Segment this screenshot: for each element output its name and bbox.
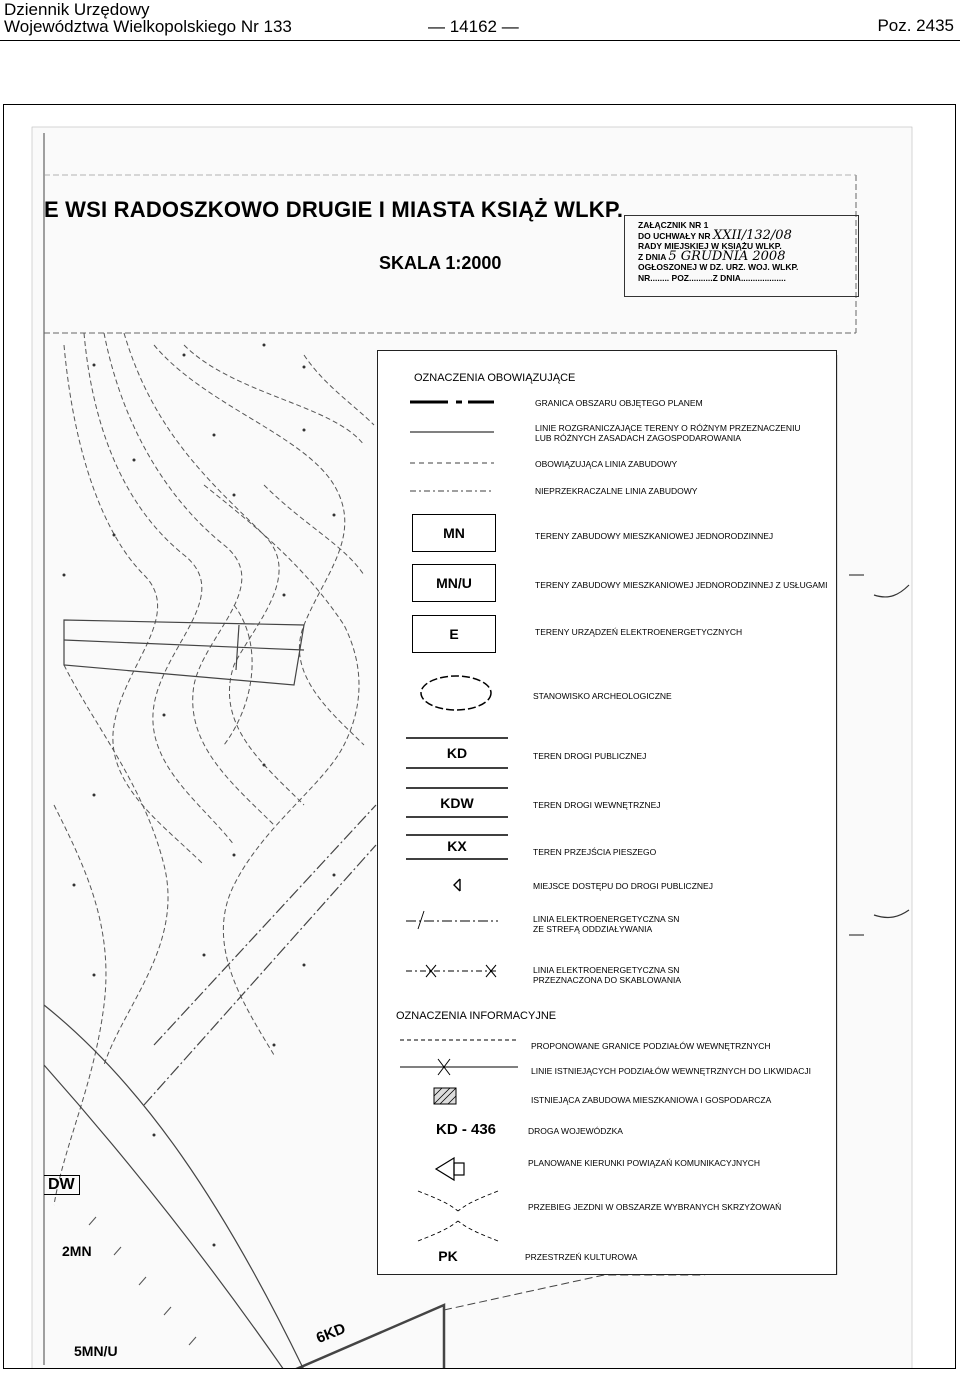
attachment-resolution-prefix: DO UCHWAŁY NR [638, 230, 711, 241]
page-number: — 14162 — [428, 17, 519, 36]
legend-binding-header: OZNACZENIA OBOWIĄZUJĄCE [414, 372, 576, 384]
attachment-date-handwritten: 5 GRUDNIA 2008 [668, 248, 786, 264]
attachment-stamp [624, 215, 859, 297]
map-frame [3, 104, 956, 1369]
legend-code-mnu: MN/U [412, 564, 496, 602]
legend-road-course: PRZEBIEG JEZDNI W OBSZARZE WYBRANYCH SKRZYŻOWAŃ [528, 1202, 782, 1212]
legend-kdw-label: TEREN DROGI WEWNĘTRZNEJ [533, 800, 661, 810]
legend-non-exceedable-building-line: NIEPRZEKRACZALNE LINIA ZABUDOWY [535, 486, 698, 496]
legend-mnu-label: TERENY ZABUDOWY MIESZKANIOWEJ JEDNORODZINNEJ Z USŁUGAMI [535, 580, 828, 590]
legend-dividing-line-2: LUB RÓŻNYCH ZASADACH ZAGOSPODAROWANIA [535, 433, 742, 443]
legend-kd-label: TEREN DROGI PUBLICZNEJ [533, 751, 647, 761]
legend-boundary: GRANICA OBSZARU OBJĘTEGO PLANEM [535, 398, 703, 408]
legend-code-e: E [412, 615, 496, 653]
journal-subtitle: Województwa Wielkopolskiego Nr 133 [4, 17, 292, 36]
legend-proposed-division: PROPONOWANE GRANICE PODZIAŁÓW WEWNĘTRZNYCH [531, 1041, 771, 1051]
map-label-dw: DW [44, 1175, 80, 1195]
legend-code-kd436: KD - 436 [435, 1121, 497, 1138]
attachment-line2 [638, 227, 858, 243]
legend-power-line-sn-1: LINIA ELEKTROENERGETYCZNA SN [533, 914, 680, 924]
legend-existing-division: LINIE ISTNIEJĄCYCH PODZIAŁÓW WEWNĘTRZNYCH DO LIKWIDACJI [531, 1066, 812, 1076]
legend-code-pk: PK [438, 1248, 458, 1264]
legend-planned-links: PLANOWANE KIERUNKI POWIĄZAŃ KOMUNIKACYJNYCH [528, 1158, 761, 1168]
legend-power-line-sn-2: ZE STREFĄ ODDZIAŁYWANIA [533, 924, 653, 934]
legend-existing-buildings: ISTNIEJĄCA ZABUDOWA MIESZKANIOWA I GOSPODARCZA [531, 1095, 772, 1105]
attachment-line5: OGŁOSZONEJ W DZ. URZ. WOJ. WLKP. [638, 262, 799, 273]
legend-panel [377, 350, 837, 1275]
legend-power-line-cable-2: PRZEZNACZONA DO SKABLOWANIA [533, 975, 681, 985]
attachment-date-prefix: Z DNIA [638, 251, 667, 262]
attachment-line6: NR........ POZ..........Z DNIA................... [638, 272, 786, 283]
map-label-2mn: 2MN [62, 1243, 92, 1259]
legend-mn-label: TERENY ZABUDOWY MIESZKANIOWEJ JEDNORODZINNEJ [535, 531, 774, 541]
attachment-line1: ZAŁĄCZNIK NR 1 [638, 220, 709, 230]
legend-info-header: OZNACZENIA INFORMACYJNE [396, 1010, 557, 1022]
legend-kd436-label: DROGA WOJEWÓDZKA [528, 1126, 623, 1136]
legend-code-mn: MN [412, 514, 496, 552]
legend-mandatory-building-line: OBOWIĄZUJĄCA LINIA ZABUDOWY [535, 459, 678, 469]
attachment-resolution-handwritten: XXII/132/08 [712, 227, 792, 243]
position-number: Poz. 2435 [877, 16, 954, 35]
map-title: E WSI RADOSZKOWO DRUGIE I MIASTA KSIĄŻ WLKP. [44, 197, 624, 222]
map-label-6kd: 6KD [313, 1319, 349, 1348]
legend-access-point: MIEJSCE DOSTĘPU DO DROGI PUBLICZNEJ [533, 881, 713, 891]
legend-pk-label: PRZESTRZEŃ KULTUROWA [525, 1252, 638, 1262]
journal-title: Dziennik Urzędowy [4, 0, 150, 19]
legend-archaeological-site: STANOWISKO ARCHEOLOGICZNE [533, 691, 672, 701]
page-header [0, 0, 960, 42]
attachment-line4 [638, 248, 858, 264]
legend-code-kx: KX [447, 838, 467, 854]
legend-code-kd: KD [446, 745, 468, 761]
legend-dividing-line-1: LINIE ROZGRANICZAJĄCE TERENY O RÓŻNYM PRZEZNACZENIU [535, 423, 801, 433]
legend-code-kdw: KDW [440, 795, 474, 811]
legend-power-line-cable-1: LINIA ELEKTROENERGETYCZNA SN [533, 965, 680, 975]
map-label-5mnu: 5MN/U [74, 1343, 118, 1359]
attachment-line3: RADY MIEJSKIEJ W KSIĄŻU WLKP. [638, 241, 782, 252]
legend-kx-label: TEREN PRZEJŚCIA PIESZEGO [533, 847, 657, 857]
header-rule [0, 40, 960, 41]
legend-e-label: TERENY URZĄDZEŃ ELEKTROENERGETYCZNYCH [535, 627, 743, 637]
map-scale: SKALA 1:2000 [379, 253, 502, 273]
